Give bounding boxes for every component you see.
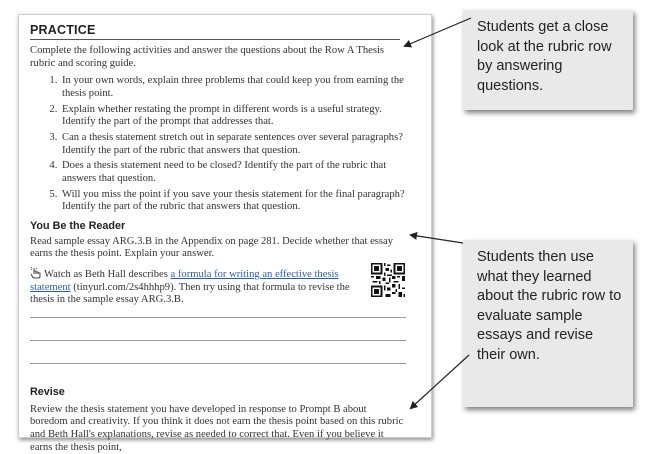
- practice-intro: Complete the following activities and answer the questions about the Row A Thesis rubric and scoring guide.: [30, 45, 385, 69]
- question-item: 3. Can a thesis statement stretch out in separate sentences over several paragraphs? Identify the part of the rubric that answers that question.: [60, 132, 406, 157]
- question-item: 1. In your own words, explain three problems that could keep you from earning the thesis point.: [60, 75, 406, 100]
- watch-suffix: (tinyurl.com/2s4hhhp9). Then try using that formula to revise the thesis in the sample essay ARG.3.B.: [30, 281, 350, 306]
- reader-text: Read sample essay ARG.3.B in the Appendix on page 281. Decide whether that essay earns the thesis point. Explain your answer.: [30, 235, 394, 260]
- arrow-to-practice: [405, 18, 471, 46]
- callout-note-evaluate: Students then use what they learned about the rubric row to evaluate sample essays and revise their own.: [463, 240, 633, 407]
- revise-text: Review the thesis statement you have developed in response to Prompt B about boredom and creativity. If you think it does not earn the thesis point based on this rubric and Beth Hall's explanations, revise as needed to correct that. Even if you believe it earns the thesis point,: [30, 403, 404, 453]
- watch-prefix: Watch as Beth Hall describes: [44, 269, 171, 281]
- arrow-to-revise: [411, 355, 469, 408]
- callout-note-questions: Students get a close look at the rubric row by answering questions.: [463, 10, 633, 110]
- question-item: 2. Explain whether restating the prompt in different words is a useful strategy. Identify the part of the prompt that addresses that.: [60, 104, 406, 129]
- reader-heading: You Be the Reader: [30, 219, 126, 232]
- practice-title: PRACTICE: [30, 23, 400, 40]
- question-item: 4. Does a thesis statement need to be closed? Identify the part of the rubric that answers that question.: [60, 160, 406, 185]
- thesis-formula-link[interactable]: a formula for writing an effective thesis statement: [30, 269, 339, 293]
- revise-heading: Revise: [30, 385, 65, 398]
- question-item: 5. Will you miss the point if you save your thesis statement for the final paragraph? Identify the part of the rubric that answers that question.: [60, 189, 406, 214]
- arrow-to-reader: [411, 235, 463, 243]
